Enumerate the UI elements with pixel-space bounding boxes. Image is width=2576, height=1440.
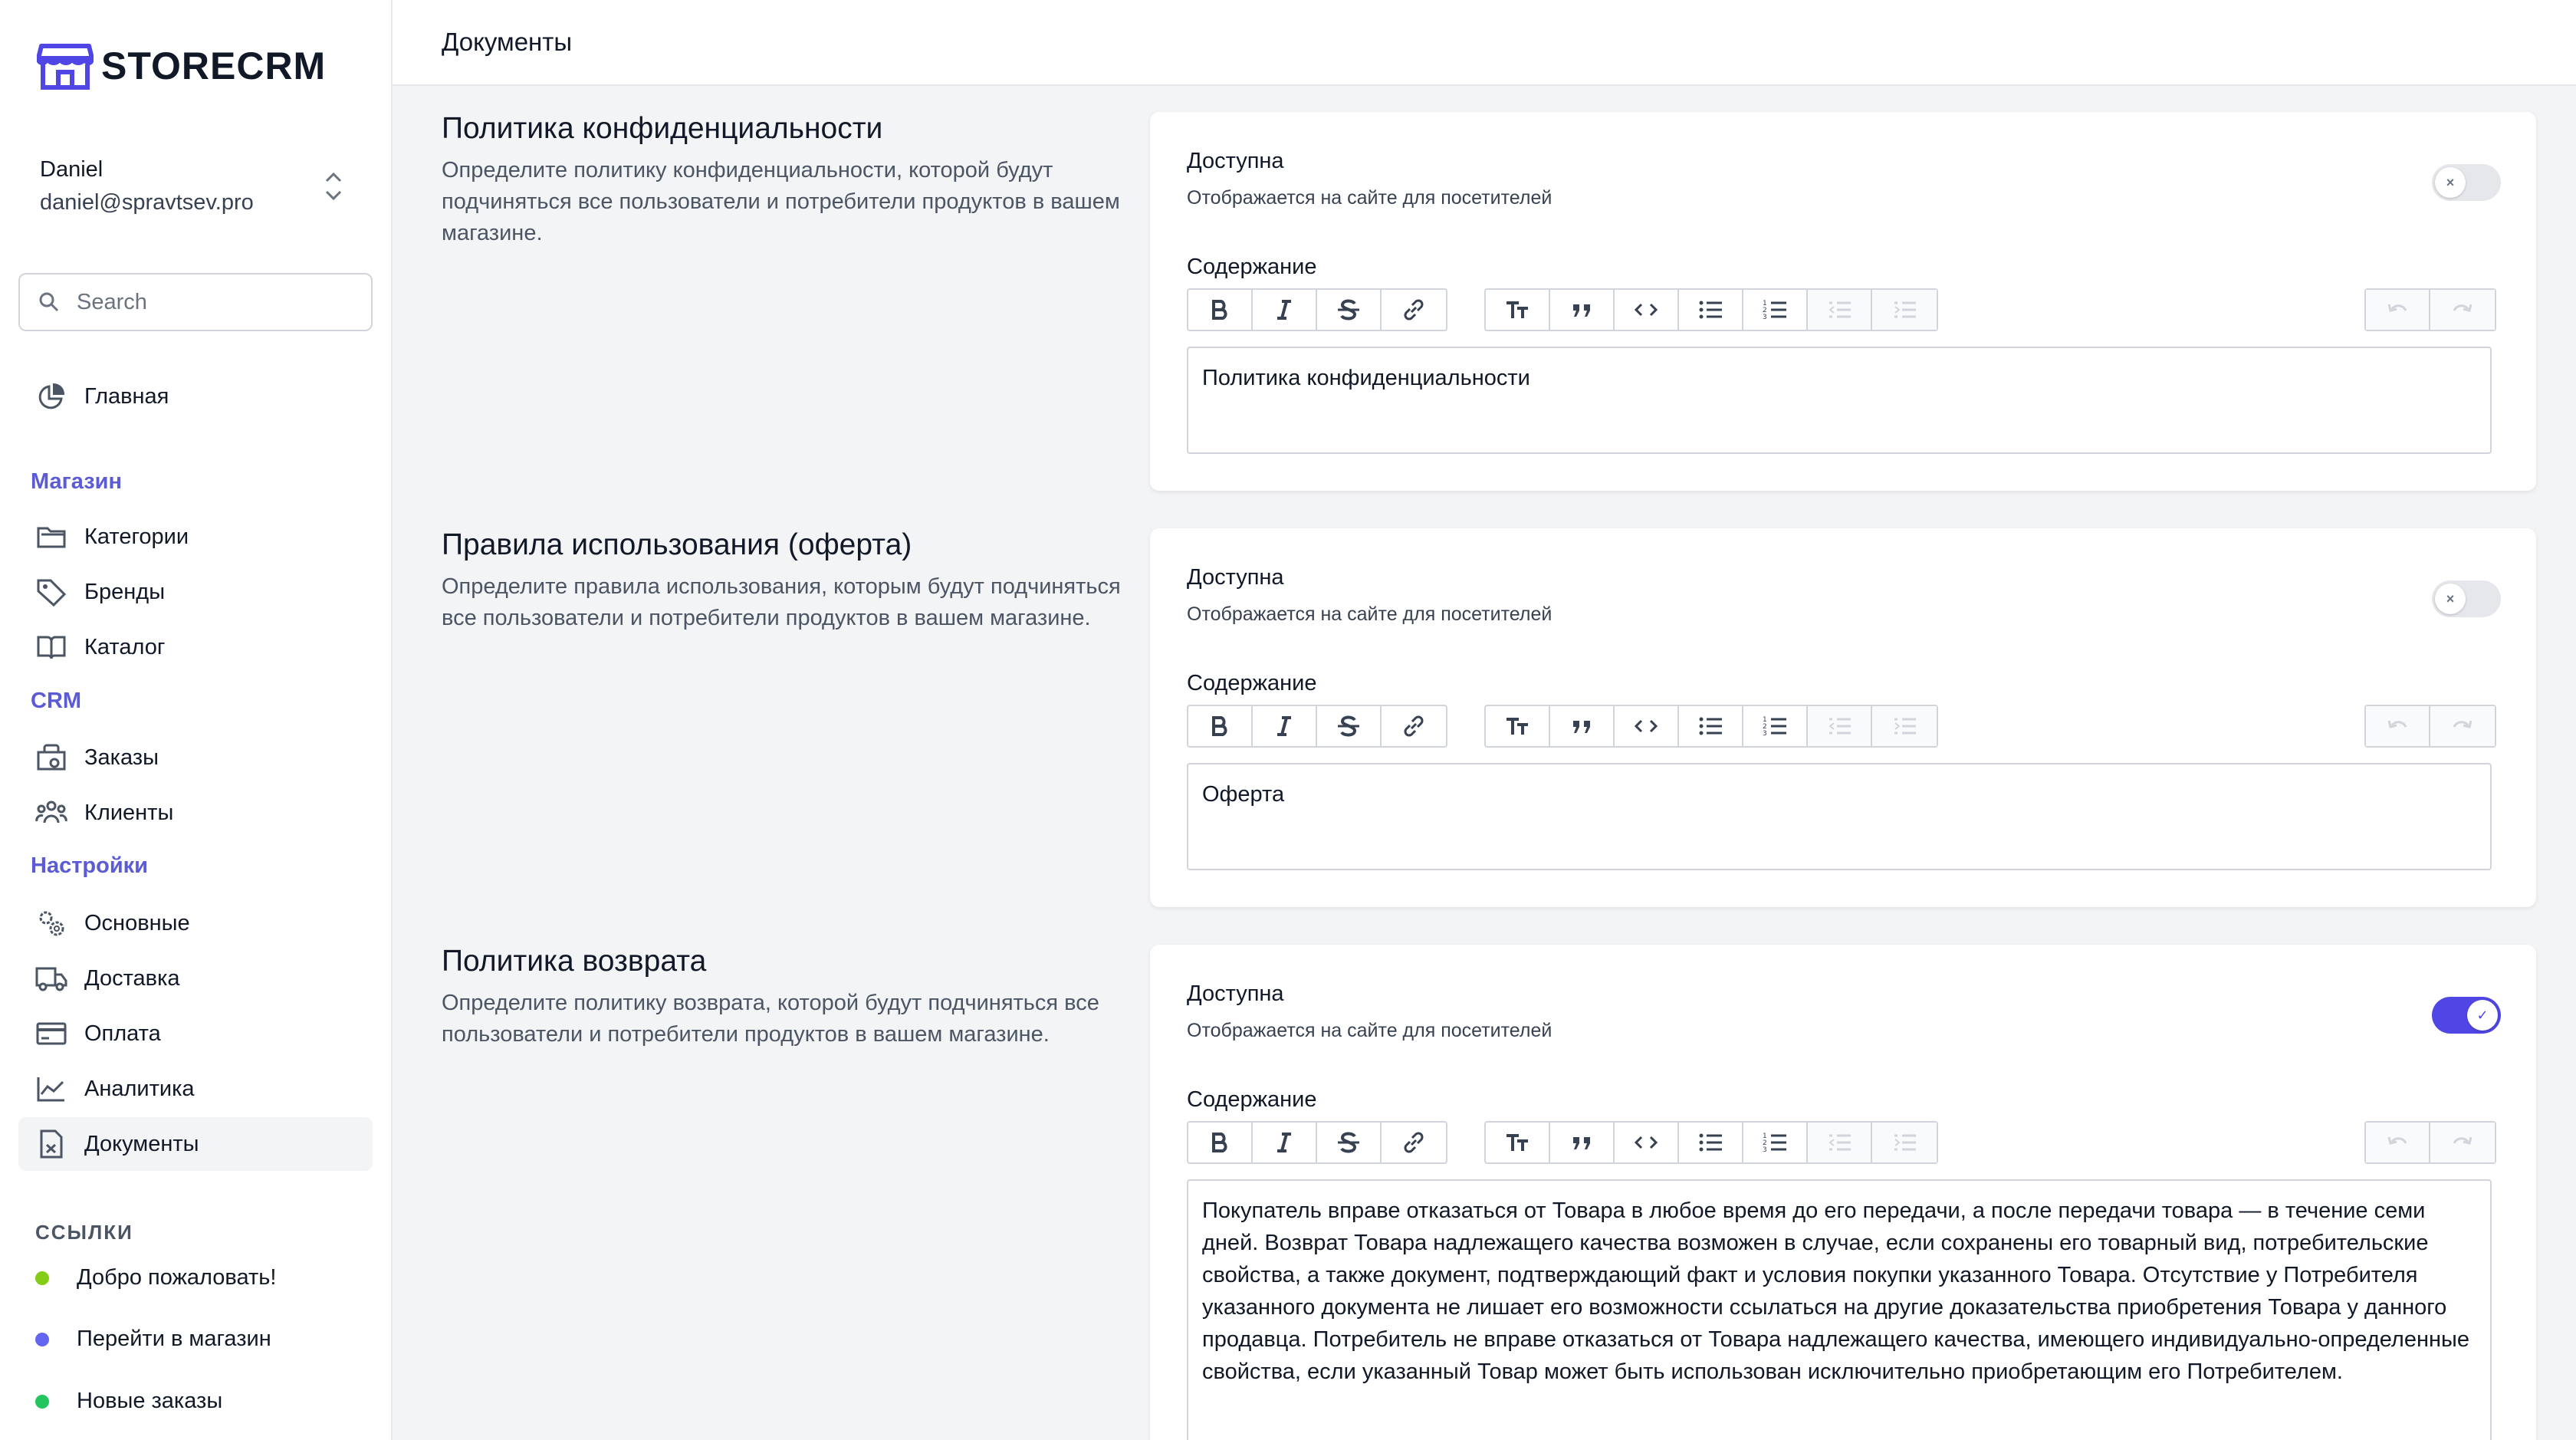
numbered-list-button[interactable]	[1743, 290, 1808, 330]
section-store: Магазин	[31, 469, 122, 494]
credit-card-icon	[35, 1018, 67, 1050]
chevron-up-down-icon[interactable]	[322, 170, 345, 202]
availability-toggle[interactable]	[2432, 580, 2501, 617]
content-editor[interactable]: Политика конфиденциальности	[1187, 347, 2492, 454]
nav-clients[interactable]	[18, 786, 373, 840]
italic-icon	[1270, 1128, 1299, 1157]
nav-catalog-label: Каталог	[84, 634, 166, 659]
bold-button[interactable]	[1188, 1123, 1253, 1162]
app-logo[interactable]	[37, 41, 326, 90]
content-editor[interactable]: Покупатель вправе отказаться от Товара в любое время до его передачи, а после передачи товара — в течение семи дней. Возврат Товара надлежащего качества возможен в случае, если сохранены его товарный вид, потребительские свойства, а также документ, подтверждающий факт и условия покупки указанного Товара. Отсутствие у Потребителя указанного документа не лишает его возможности ссылаться на другие доказательства приобретения Товара у данного продавца. Потребитель не вправе отказаться от Товара надлежащего качества, имеющего индивидуально-определенные свойства, если указанный Товар может быть использован исключительно приобретающим его Потребителем.	[1187, 1179, 2492, 1440]
svg-text:3: 3	[1763, 314, 1767, 321]
svg-text:2: 2	[1763, 723, 1767, 731]
italic-button[interactable]	[1253, 706, 1317, 746]
nav-brands[interactable]	[18, 565, 373, 619]
availability-toggle[interactable]	[2432, 997, 2501, 1034]
search-box[interactable]	[18, 273, 373, 331]
document-icon	[35, 1128, 67, 1160]
nav-documents[interactable]	[18, 1117, 373, 1171]
strikethrough-button[interactable]	[1317, 1123, 1382, 1162]
editor-toolbar	[1187, 705, 2490, 748]
quote-button[interactable]	[1550, 1123, 1615, 1162]
content-editor[interactable]: Оферта	[1187, 763, 2492, 870]
undo-button[interactable]	[2366, 1123, 2430, 1162]
document-description: Определите политику конфиденциальности, которой будут подчиняться все пользователи и потребители продуктов в вашем магазине.	[442, 158, 1120, 245]
nav-orders-label: Заказы	[84, 745, 159, 770]
bullet-list-icon	[1696, 712, 1725, 741]
undo-icon	[2383, 712, 2412, 741]
block-group	[1484, 288, 1938, 331]
status-dot	[35, 1333, 49, 1346]
link-icon	[1399, 295, 1428, 324]
status-dot	[35, 1271, 49, 1285]
numbered-list-icon	[1760, 712, 1789, 741]
svg-text:1: 1	[1763, 300, 1767, 307]
status-dot	[35, 1395, 49, 1409]
nav-catalog[interactable]	[18, 620, 373, 674]
link-button[interactable]	[1382, 1123, 1446, 1162]
format-group	[1187, 288, 1447, 331]
nav-general[interactable]	[18, 896, 373, 950]
bullet-list-button[interactable]	[1679, 290, 1743, 330]
indent-button[interactable]	[1872, 290, 1937, 330]
gears-icon	[35, 907, 67, 939]
line-chart-icon	[35, 1073, 67, 1105]
link-new-orders-label: Новые заказы	[77, 1389, 223, 1413]
history-group	[2364, 288, 2496, 331]
link-icon	[1399, 712, 1428, 741]
nav-delivery[interactable]	[18, 952, 373, 1005]
logo-text: STORECRM	[101, 44, 327, 87]
code-icon	[1631, 295, 1661, 324]
truck-icon	[35, 962, 67, 995]
quote-icon	[1567, 295, 1596, 324]
document-title: Правила использования (оферта)	[442, 528, 912, 561]
nav-general-label: Основные	[84, 910, 190, 935]
heading-button[interactable]	[1486, 1123, 1550, 1162]
folder-icon	[35, 521, 67, 553]
section-crm: CRM	[31, 689, 82, 713]
link-go-to-store-label: Перейти в магазин	[77, 1327, 271, 1351]
bold-icon	[1205, 712, 1234, 741]
strikethrough-icon	[1334, 295, 1363, 324]
document-description: Определите политику возврата, которой будут подчиняться все пользователи и потребители продуктов в вашем магазине.	[442, 991, 1099, 1047]
available-hint: Отображается на сайте для посетителей	[1187, 187, 1552, 209]
editor-toolbar	[1187, 288, 2490, 331]
svg-text:3: 3	[1763, 730, 1767, 738]
section-settings: Настройки	[31, 853, 149, 878]
users-icon	[35, 797, 67, 829]
italic-button[interactable]	[1253, 1123, 1317, 1162]
undo-button[interactable]	[2366, 706, 2430, 746]
document-card	[1150, 528, 2536, 907]
numbered-list-icon	[1760, 1128, 1789, 1157]
strikethrough-icon	[1334, 1128, 1363, 1157]
heading-button[interactable]	[1486, 290, 1550, 330]
svg-text:2: 2	[1763, 1139, 1767, 1147]
content-label: Содержание	[1187, 671, 1317, 695]
code-icon	[1631, 1128, 1661, 1157]
nav-clients-label: Клиенты	[84, 800, 174, 825]
quote-button[interactable]	[1550, 706, 1615, 746]
redo-icon	[2448, 1128, 2477, 1157]
user-name: Daniel	[40, 157, 104, 182]
search-input[interactable]	[77, 290, 353, 315]
block-group	[1484, 705, 1938, 748]
svg-text:2: 2	[1763, 307, 1767, 314]
bullet-list-button[interactable]	[1679, 1123, 1743, 1162]
document-title: Политика конфиденциальности	[442, 112, 883, 145]
sidebar	[0, 0, 393, 1440]
history-group	[2364, 1121, 2496, 1164]
nav-documents-label: Документы	[84, 1131, 199, 1156]
check-icon: ✓	[2467, 1000, 2498, 1031]
tag-icon	[35, 576, 67, 608]
indent-icon	[1890, 712, 1919, 741]
book-open-icon	[35, 631, 67, 663]
block-group	[1484, 1121, 1938, 1164]
nav-payment[interactable]	[18, 1007, 373, 1060]
bold-button[interactable]	[1188, 290, 1253, 330]
x-icon: ×	[2435, 584, 2466, 614]
link-new-orders[interactable]	[35, 1389, 222, 1414]
link-welcome[interactable]	[35, 1265, 276, 1290]
numbered-list-button[interactable]	[1743, 706, 1808, 746]
redo-icon	[2448, 295, 2477, 324]
nav-analytics[interactable]	[18, 1062, 373, 1116]
nav-categories-label: Категории	[84, 524, 189, 549]
available-hint: Отображается на сайте для посетителей	[1187, 603, 1552, 625]
page-title: Документы	[442, 28, 573, 56]
outdent-icon	[1825, 712, 1854, 741]
indent-icon	[1890, 1128, 1919, 1157]
italic-button[interactable]	[1253, 290, 1317, 330]
available-label: Доступна	[1187, 981, 1284, 1006]
text-size-icon	[1503, 712, 1532, 741]
document-description: Определите правила использования, которым будут подчиняться все пользователи и потребители продуктов в вашем магазине.	[442, 574, 1121, 630]
numbered-list-button[interactable]	[1743, 1123, 1808, 1162]
svg-text:3: 3	[1763, 1146, 1767, 1154]
history-group	[2364, 705, 2496, 748]
svg-text:1: 1	[1763, 1133, 1767, 1140]
nav-brands-label: Бренды	[84, 579, 166, 604]
redo-button[interactable]	[2430, 1123, 2495, 1162]
bold-icon	[1205, 1128, 1234, 1157]
undo-icon	[2383, 295, 2412, 324]
document-card	[1150, 112, 2536, 491]
quote-icon	[1567, 1128, 1596, 1157]
link-go-to-store[interactable]	[35, 1327, 271, 1352]
nav-orders[interactable]	[18, 731, 373, 784]
user-switcher[interactable]	[40, 157, 353, 215]
outdent-button[interactable]	[1808, 706, 1872, 746]
strikethrough-icon	[1334, 712, 1363, 741]
italic-icon	[1270, 712, 1299, 741]
document-card	[1150, 945, 2536, 1440]
format-group	[1187, 1121, 1447, 1164]
nav-home-label: Главная	[84, 383, 169, 409]
link-button[interactable]	[1382, 290, 1446, 330]
undo-button[interactable]	[2366, 290, 2430, 330]
code-icon	[1631, 712, 1661, 741]
code-button[interactable]	[1615, 1123, 1679, 1162]
content-label: Содержание	[1187, 1087, 1317, 1112]
redo-button[interactable]	[2430, 290, 2495, 330]
quote-icon	[1567, 712, 1596, 741]
shopping-bag-icon	[35, 741, 67, 774]
user-email: daniel@spravtsev.pro	[40, 190, 254, 215]
bullet-list-icon	[1696, 1128, 1725, 1157]
redo-icon	[2448, 712, 2477, 741]
nav-home[interactable]	[18, 370, 373, 423]
redo-button[interactable]	[2430, 706, 2495, 746]
top-header	[393, 0, 2576, 86]
bullet-list-button[interactable]	[1679, 706, 1743, 746]
nav-analytics-label: Аналитика	[84, 1076, 195, 1101]
text-size-icon	[1503, 1128, 1532, 1157]
nav-delivery-label: Доставка	[84, 965, 180, 991]
quote-button[interactable]	[1550, 290, 1615, 330]
indent-button[interactable]	[1872, 1123, 1937, 1162]
link-icon	[1399, 1128, 1428, 1157]
indent-icon	[1890, 295, 1919, 324]
outdent-button[interactable]	[1808, 290, 1872, 330]
nav-payment-label: Оплата	[84, 1021, 161, 1046]
link-button[interactable]	[1382, 706, 1446, 746]
available-label: Доступна	[1187, 149, 1284, 173]
nav-categories[interactable]	[18, 510, 373, 564]
strikethrough-button[interactable]	[1317, 706, 1382, 746]
availability-toggle[interactable]	[2432, 164, 2501, 201]
available-hint: Отображается на сайте для посетителей	[1187, 1020, 1552, 1041]
code-button[interactable]	[1615, 706, 1679, 746]
code-button[interactable]	[1615, 290, 1679, 330]
link-welcome-label: Добро пожаловать!	[77, 1265, 277, 1290]
content-label: Содержание	[1187, 255, 1317, 279]
format-group	[1187, 705, 1447, 748]
bold-button[interactable]	[1188, 706, 1253, 746]
store-icon	[37, 41, 94, 90]
undo-icon	[2383, 1128, 2412, 1157]
outdent-icon	[1825, 295, 1854, 324]
text-size-icon	[1503, 295, 1532, 324]
search-icon	[38, 291, 60, 313]
bullet-list-icon	[1696, 295, 1725, 324]
outdent-icon	[1825, 1128, 1854, 1157]
svg-text:1: 1	[1763, 716, 1767, 724]
numbered-list-icon	[1760, 295, 1789, 324]
bold-icon	[1205, 295, 1234, 324]
editor-toolbar	[1187, 1121, 2490, 1164]
document-title: Политика возврата	[442, 945, 707, 978]
x-icon: ×	[2435, 167, 2466, 198]
links-title: ССЫЛКИ	[35, 1221, 133, 1244]
outdent-button[interactable]	[1808, 1123, 1872, 1162]
strikethrough-button[interactable]	[1317, 290, 1382, 330]
pie-chart-icon	[35, 380, 67, 413]
available-label: Доступна	[1187, 565, 1284, 590]
italic-icon	[1270, 295, 1299, 324]
heading-button[interactable]	[1486, 706, 1550, 746]
indent-button[interactable]	[1872, 706, 1937, 746]
